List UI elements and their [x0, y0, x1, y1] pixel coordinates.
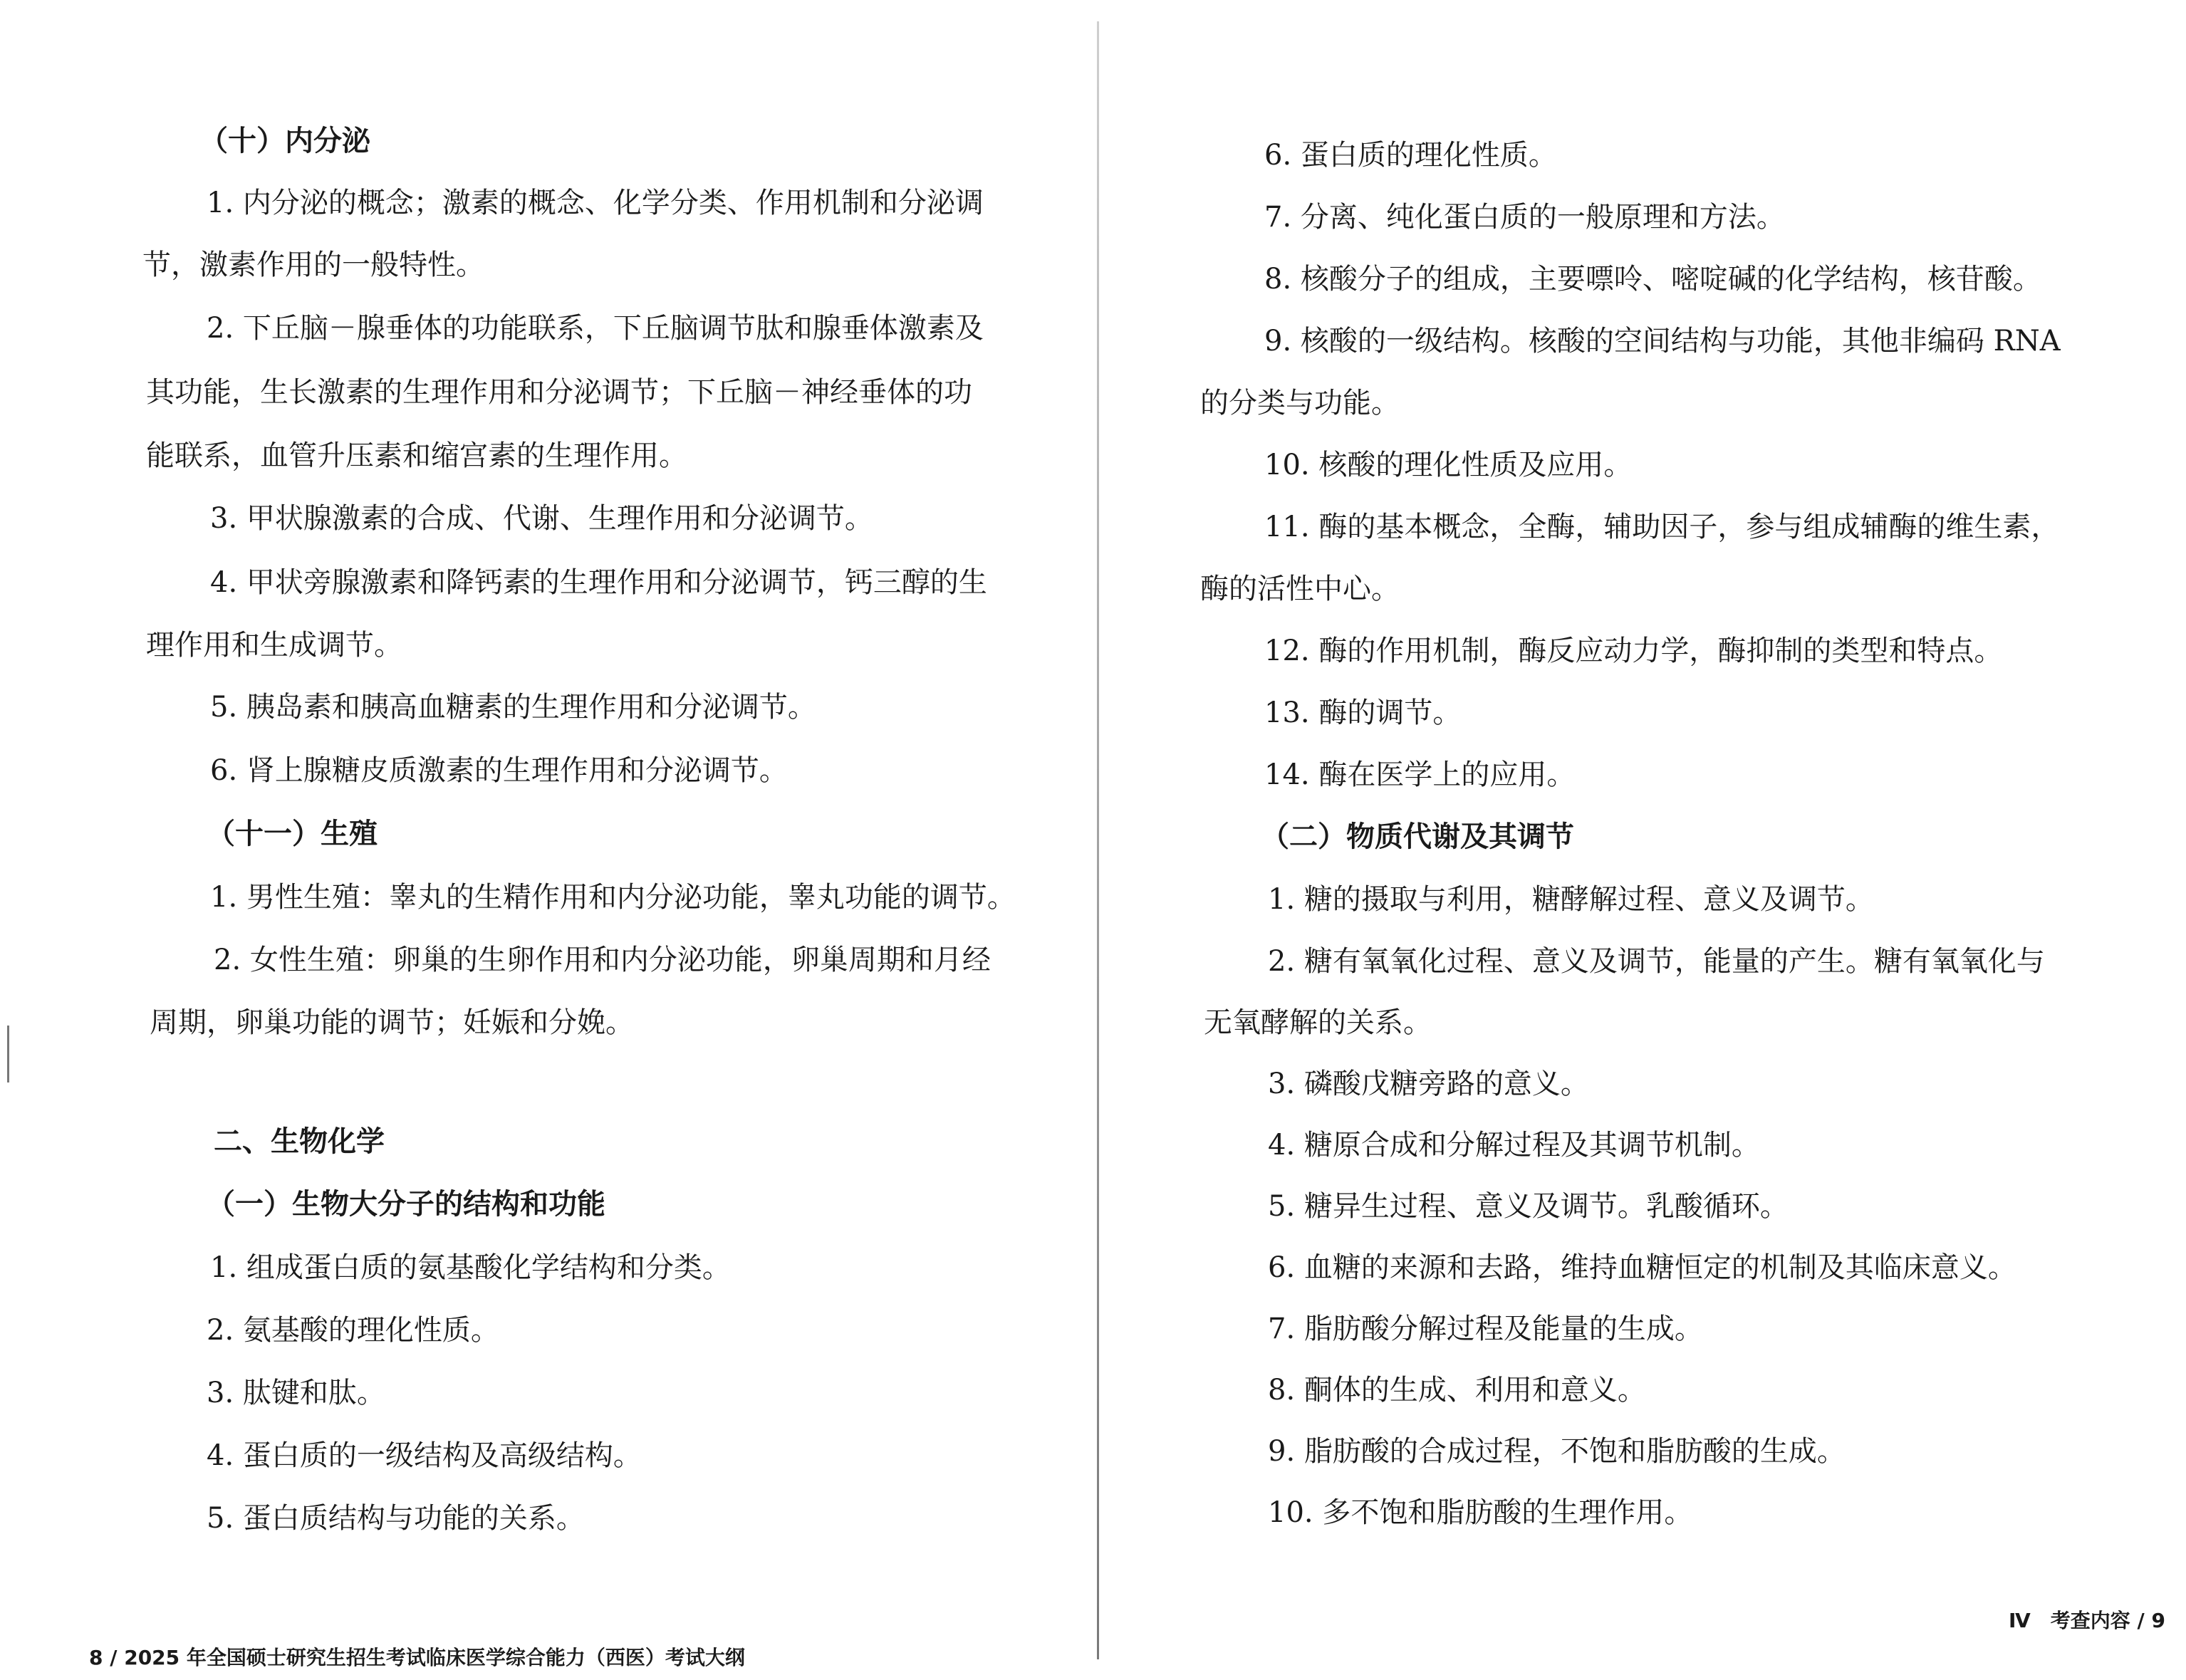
list-item: 13. 酶的调节。	[1264, 696, 1462, 729]
page-footer: 8 / 2025 年全国硕士研究生招生考试临床医学综合能力（西医）考试大纲	[89, 1646, 745, 1669]
list-item: 1. 组成蛋白质的氨基酸化学结构和分类。	[210, 1251, 731, 1284]
list-item: 3. 肽键和肽。	[207, 1377, 385, 1409]
list-item: 11. 酶的基本概念，全酶，辅助因子，参与组成辅酶的维生素，	[1264, 511, 2060, 543]
list-item: 1. 男性生殖：睾丸的生精作用和内分泌功能，睾丸功能的调节。	[210, 881, 1016, 914]
list-item: 5. 糖异生过程、意义及调节。乳酸循环。	[1268, 1190, 1789, 1223]
list-item: 3. 甲状腺激素的合成、代谢、生理作用和分泌调节。	[210, 502, 873, 535]
list-item: 8. 核酸分子的组成，主要嘌呤、嘧啶碱的化学结构，核苷酸。	[1264, 263, 2041, 296]
list-item: 7. 分离、纯化蛋白质的一般原理和方法。	[1264, 201, 1785, 234]
list-item: 周期，卵巢功能的调节；妊娠和分娩。	[150, 1006, 634, 1039]
list-item: 10. 多不饱和脂肪酸的生理作用。	[1268, 1496, 1693, 1529]
list-item: 4. 糖原合成和分解过程及其调节机制。	[1268, 1129, 1760, 1162]
list-item: 4. 甲状旁腺激素和降钙素的生理作用和分泌调节，钙三醇的生	[210, 566, 987, 599]
list-item: 2. 女性生殖：卵巢的生卵作用和内分泌功能，卵巢周期和月经	[214, 944, 991, 976]
list-item: 6. 血糖的来源和去路，维持血糖恒定的机制及其临床意义。	[1268, 1251, 2016, 1284]
list-item: 1. 内分泌的概念；激素的概念、化学分类、作用机制和分泌调	[207, 187, 984, 219]
list-item: 的分类与功能。	[1200, 387, 1400, 419]
list-item: 2. 糖有氧氧化过程、意义及调节，能量的产生。糖有氧氧化与	[1268, 945, 2045, 978]
list-item: 12. 酶的作用机制，酶反应动力学，酶抑制的类型和特点。	[1264, 635, 2003, 667]
list-item: 能联系，血管升压素和缩宫素的生理作用。	[146, 439, 687, 472]
list-item: 3. 磷酸戊糖旁路的意义。	[1268, 1068, 1589, 1100]
list-item: 无氧酵解的关系。	[1204, 1006, 1432, 1039]
section-11-title: （十一）生殖	[207, 818, 378, 850]
section-1-title: （一）生物大分子的结构和功能	[207, 1188, 605, 1221]
list-item: 节，激素作用的一般特性。	[142, 249, 484, 281]
list-item: 酶的活性中心。	[1200, 573, 1400, 605]
list-item: 8. 酮体的生成、利用和意义。	[1268, 1374, 1646, 1407]
page-footer: Ⅳ 考查内容 / 9	[2009, 1609, 2165, 1632]
list-item: 9. 脂肪酸的合成过程，不饱和脂肪酸的生成。	[1268, 1435, 1846, 1468]
list-item: 6. 蛋白质的理化性质。	[1264, 139, 1557, 172]
list-item: 其功能，生长激素的生理作用和分泌调节；下丘脑－神经垂体的功	[146, 376, 972, 409]
list-item: 7. 脂肪酸分解过程及能量的生成。	[1268, 1313, 1703, 1345]
list-item: 理作用和生成调节。	[146, 629, 402, 662]
list-item: 2. 氨基酸的理化性质。	[207, 1314, 499, 1347]
list-item: 10. 核酸的理化性质及应用。	[1264, 449, 1633, 481]
list-item: 6. 肾上腺糖皮质激素的生理作用和分泌调节。	[210, 754, 788, 787]
list-item: 14. 酶在医学上的应用。	[1264, 758, 1576, 791]
right-page	[1097, 0, 2186, 1680]
list-item: 1. 糖的摄取与利用，糖酵解过程、意义及调节。	[1268, 883, 1874, 916]
list-item: 5. 胰岛素和胰高血糖素的生理作用和分泌调节。	[210, 691, 816, 724]
section-2-title: （二）物质代谢及其调节	[1261, 820, 1574, 853]
list-item: 2. 下丘脑－腺垂体的功能联系，下丘脑调节肽和腺垂体激素及	[207, 312, 984, 345]
part-2-title: 二、生物化学	[214, 1125, 385, 1158]
list-item: 9. 核酸的一级结构。核酸的空间结构与功能，其他非编码 RNA	[1264, 325, 2061, 358]
list-item: 4. 蛋白质的一级结构及高级结构。	[207, 1439, 642, 1472]
section-10-title: （十）内分泌	[199, 125, 370, 157]
list-item: 5. 蛋白质结构与功能的关系。	[207, 1502, 585, 1535]
